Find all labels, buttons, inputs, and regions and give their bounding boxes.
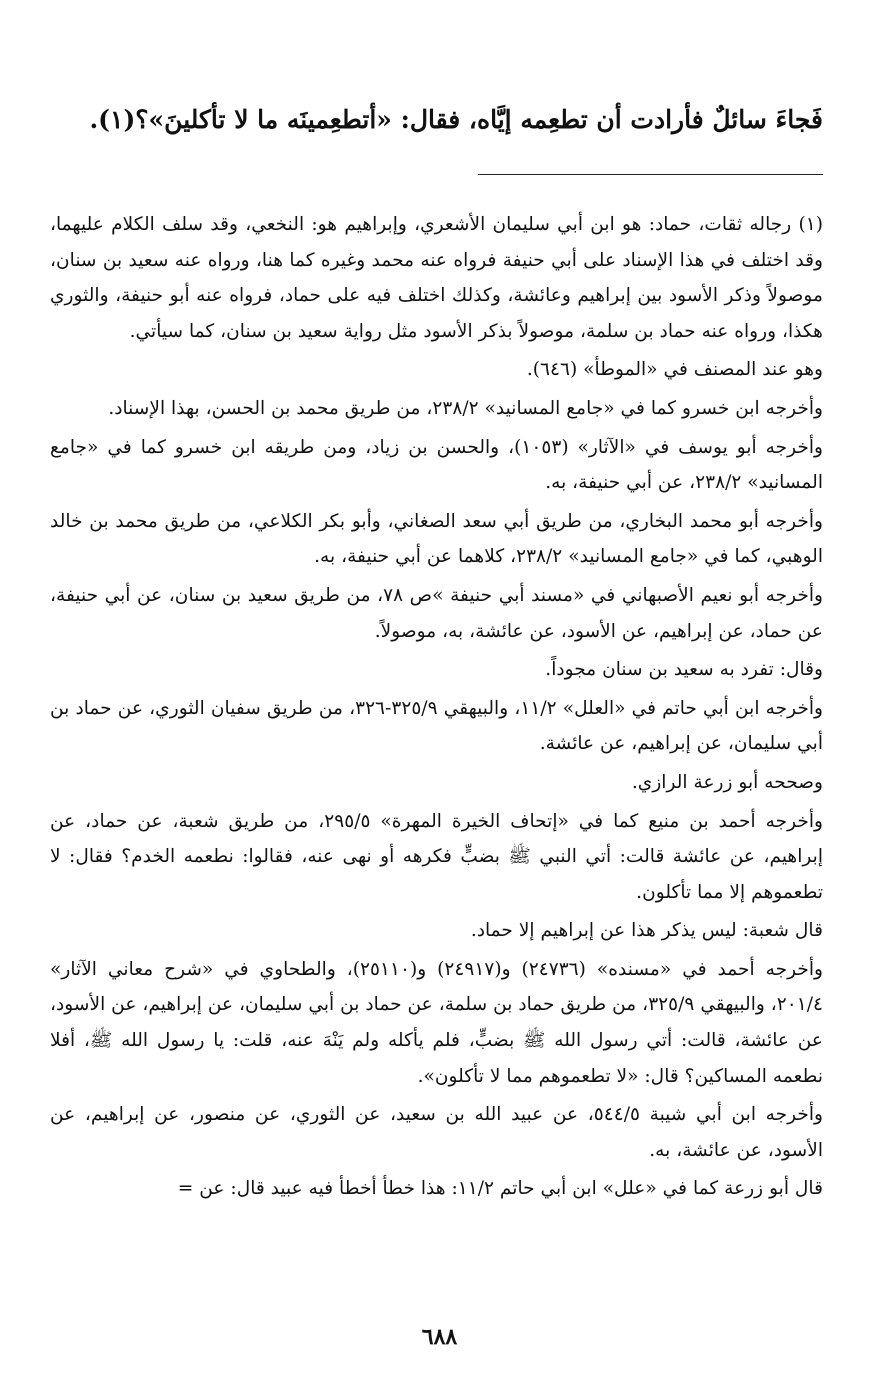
footnote-paragraph: وصححه أبو زرعة الرازي. (631, 771, 823, 793)
footnote-paragraph: قال شعبة: ليس يذكر هذا عن إبراهيم إلا حماد. (470, 920, 823, 942)
page-number: ٦٨٨ (421, 1324, 458, 1350)
footnote-divider (478, 174, 823, 175)
footnote-paragraph: وأخرجه أبو نعيم الأصبهاني في «مسند أبي حنيفة »ص ٧٨، من طريق سعيد بن سنان، عن أبي حنيفة، عن حماد، عن إبراهيم، عن الأسود، عن عائشة، به، موصولاً. (50, 584, 823, 642)
footnote-paragraph: وأخرجه أبو يوسف في «الآثار» (١٠٥٣)، والحسن بن زياد، ومن طريقه ابن خسرو كما في «جامع المسانيد» ٢٣٨/٢، عن أبي حنيفة، به. (50, 436, 824, 494)
footnote-paragraph: وهو عند المصنف في «الموطأ» (٦٤٦). (526, 359, 823, 381)
footnote-paragraph: وأخرجه أبو محمد البخاري، من طريق أبي سعد الصغاني، وأبو بكر الكلاعي، من طريق محمد بن خالد الوهبي، كما في «جامع المسانيد» ٢٣٨/٢، كلاهما عن أبي حنيفة، به. (50, 510, 823, 568)
footnote-paragraph: (١) رجاله ثقات، حماد: هو ابن أبي سليمان الأشعري، وإبراهيم هو: النخعي، وقد سلف الكلام عليهما، وقد اختلف في هذا الإسناد على أبي حنيفة فرواه عنه محمد وغيره كما هنا، ورواه عنه سعيد بن سنان، موصولاً وذكر الأسود بين إبراهيم وعائشة، وكذلك اختلف فيه على حماد، فرواه عنه أبو حنيفة، والثوري هكذا، ورواه عنه حماد بن سلمة، موصولاً بذكر الأسود مثل رواية سعيد بن سنان، كما سيأتي. (50, 214, 823, 342)
footnote-paragraph: وأخرجه ابن أبي شيبة ٥٤٤/٥، عن عبيد الله بن سعيد، عن الثوري، عن منصور، عن إبراهيم، عن الأسود، عن عائشة، به. (50, 1104, 824, 1161)
footnote-paragraph: وأخرجه أحمد في «مسنده» (٢٤٧٣٦) و(٢٤٩١٧) و(٢٥١١٠)، والطحاوي في «شرح معاني الآثار» ٢٠١/٤، والبيهقي ٣٢٥/٩، من طريق حماد بن سلمة، عن حماد بن أبي سليمان، عن إبراهيم، عن الأسود، عن عائشة، قالت: أتي رسول الله ﷺ بضبٍّ، فلم يأكله ولم يَنْهَ عنه، قلت: يا رسول الله ﷺ، أفلا نطعمه المساكين؟ قال: «لا تطعموهم مما لا تأكلون». (50, 958, 823, 1087)
footnote-paragraph: وقال: تفرد به سعيد بن سنان مجوداً. (545, 659, 823, 681)
footnote-paragraph: وأخرجه ابن أبي حاتم في «العلل» ١١/٢، والبيهقي ٣٢٥/٩-٣٢٦، من طريق سفيان الثوري، عن حماد بن أبي سليمان، عن إبراهيم، عن عائشة. (50, 697, 823, 755)
footnote-paragraph: وأخرجه أحمد بن منيع كما في «إتحاف الخيرة المهرة» ٢٩٥/٥، من طريق شعبة، عن حماد، عن إبراهيم، عن عائشة قالت: أتي النبي ﷺ بضبٍّ فكرهه أو نهى عنه، فقالوا: نطعمه الخدم؟ فقال: لا تطعموهم إلا مما تأكلون. (50, 810, 824, 903)
footnote-paragraph: قال أبو زرعة كما في «علل» ابن أبي حاتم ١١/٢: هذا خطأ أخطأ فيه عبيد قال: عن = (177, 1178, 823, 1200)
footnotes-section (50, 207, 823, 1210)
footnote-paragraph: وأخرجه ابن خسرو كما في «جامع المسانيد» ٢٣٨/٢، من طريق محمد بن الحسن، بهذا الإسناد. (108, 397, 823, 419)
main-text-line: فَجاءَ سائلٌ فأرادت أن تطعِمه إيَّاه، فقال: «أتطعِمينَه ما لا تأكلينَ»؟(١). (89, 105, 823, 134)
